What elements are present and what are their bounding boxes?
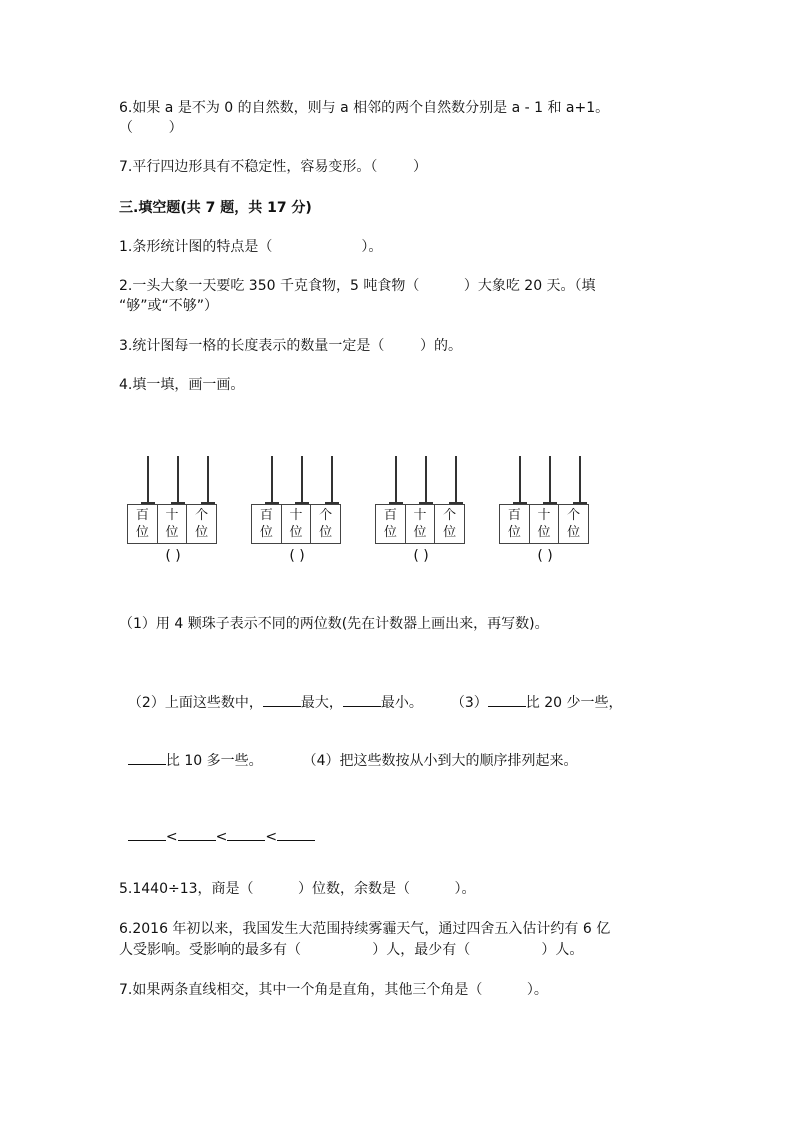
ones-cell: 个 位 — [195, 508, 209, 540]
abacus-figure — [119, 448, 594, 576]
judge-q6-line2: （ ） — [119, 120, 183, 136]
order-blank-4[interactable] — [277, 826, 315, 841]
fill-q4-sub1: （1）用 4 颗珠子表示不同的两位数(先在计数器上画出来，再写数)。 — [119, 616, 549, 632]
sub3-text: 比 20 少一些， — [525, 695, 623, 711]
sub3-text-2: 比 10 多一些。 — [165, 753, 263, 769]
fill-q3: 3.统计图每一格的长度表示的数量一定是（ ）的。 — [119, 338, 462, 354]
hundreds-cell: 百 位 — [128, 505, 158, 543]
less-than: < — [165, 829, 178, 845]
sub2-max-text: 最大， — [300, 695, 343, 711]
answer-paren: ( ) — [413, 548, 429, 564]
sub4-text: （4）把这些数按从小到大的顺序排列起来。 — [302, 753, 578, 769]
ones-cell: 个 位 — [567, 508, 581, 540]
blank-less-20[interactable] — [488, 692, 526, 707]
hundreds-cell: 百 位 — [252, 505, 282, 543]
fill-q4: 4.填一填，画一画。 — [119, 377, 245, 393]
blank-more-10[interactable] — [128, 750, 166, 765]
order-blank-1[interactable] — [128, 826, 166, 841]
sub2-min-text: 最小。 — [380, 695, 423, 711]
answer-paren: ( ) — [289, 548, 305, 564]
answer-paren: ( ) — [537, 548, 553, 564]
fill-q4-sub2-sub3 — [119, 672, 622, 713]
hundreds-cell: 百 位 — [376, 505, 406, 543]
tens-cell: 十 位 — [282, 505, 312, 543]
fill-q6-line1: 6.2016 年初以来，我国发生大范围持续雾霾天气，通过四舍五入估计约有 6 亿 — [119, 921, 611, 937]
fill-q2-line1: 2.一头大象一天要吃 350 千克食物，5 吨食物（ ）大象吃 20 天。（填 — [119, 278, 596, 294]
sub2-prefix: （2）上面这些数中， — [127, 695, 263, 711]
fill-q6-line2: 人受影响。受影响的最多有（ ）人，最少有（ ）人。 — [119, 942, 584, 958]
fill-q7: 7.如果两条直线相交，其中一个角是直角，其他三个角是（ ）。 — [119, 982, 548, 998]
abacus-1 — [127, 448, 219, 576]
less-than: < — [265, 829, 278, 845]
less-than: < — [215, 829, 228, 845]
tens-cell: 十 位 — [406, 505, 436, 543]
fill-q1: 1.条形统计图的特点是（ ）。 — [119, 239, 383, 255]
abacus-2 — [251, 448, 343, 576]
sub3-prefix: （3） — [450, 695, 488, 711]
abacus-4 — [499, 448, 591, 576]
section-heading: 三.填空题(共 7 题，共 17 分) — [119, 200, 312, 216]
answer-paren: ( ) — [165, 548, 181, 564]
fill-q5: 5.1440÷13，商是（ ）位数，余数是（ ）。 — [119, 881, 476, 897]
abacus-3 — [375, 448, 467, 576]
judge-q6-line1: 6.如果 a 是不为 0 的自然数，则与 a 相邻的两个自然数分别是 a - 1 和 a+1。 — [119, 100, 610, 116]
judge-q7: 7.平行四边形具有不稳定性，容易变形。（ ） — [119, 159, 427, 175]
fill-q2-line2: “够”或“不够”） — [119, 298, 219, 314]
tens-cell: 十 位 — [530, 505, 560, 543]
order-blank-2[interactable] — [178, 826, 216, 841]
ordering-line — [119, 806, 315, 847]
blank-min[interactable] — [343, 692, 381, 707]
tens-cell: 十 位 — [158, 505, 188, 543]
hundreds-cell: 百 位 — [500, 505, 530, 543]
blank-max[interactable] — [263, 692, 301, 707]
order-blank-3[interactable] — [227, 826, 265, 841]
ones-cell: 个 位 — [443, 508, 457, 540]
ones-cell: 个 位 — [319, 508, 333, 540]
fill-q4-sub3-sub4 — [119, 730, 578, 771]
